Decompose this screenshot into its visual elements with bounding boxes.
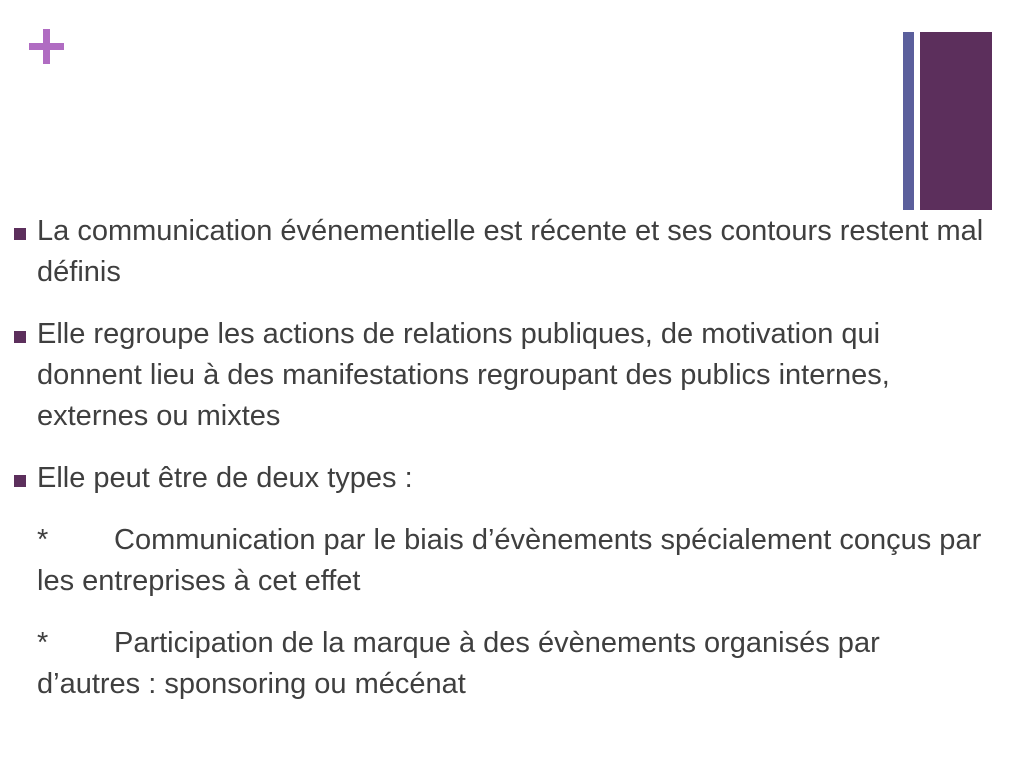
decor-bar-thin [903, 32, 914, 210]
bullet-item [0, 211, 990, 293]
sub-item [0, 623, 990, 705]
asterisk-marker: * [37, 524, 49, 556]
bullet-text: Elle peut être de deux types : [37, 462, 413, 494]
bullet-text: Elle regroupe les actions de relations publiques, de motivation qui donnent lieu à des manifestations regroupant des publics internes, externes ou mixtes [37, 318, 890, 432]
asterisk-marker: * [37, 627, 49, 659]
bullet-item [0, 314, 990, 437]
bullet-square-icon [14, 228, 26, 240]
bullet-square-icon [14, 331, 26, 343]
sub-item-text: Communication par le biais d’évènements spécialement conçus par les entreprises à cet effet [37, 524, 982, 597]
sub-item-text: Participation de la marque à des évènements organisés par d’autres : sponsoring ou mécénat [37, 627, 880, 700]
sub-item [0, 520, 990, 602]
decor-bar-thick [920, 32, 992, 210]
plus-icon-vertical [43, 29, 50, 64]
bullet-square-icon [14, 475, 26, 487]
plus-icon [29, 29, 64, 64]
bullet-item [0, 458, 990, 499]
slide-body [0, 211, 990, 726]
bullet-text: La communication événementielle est récente et ses contours restent mal définis [37, 215, 984, 288]
